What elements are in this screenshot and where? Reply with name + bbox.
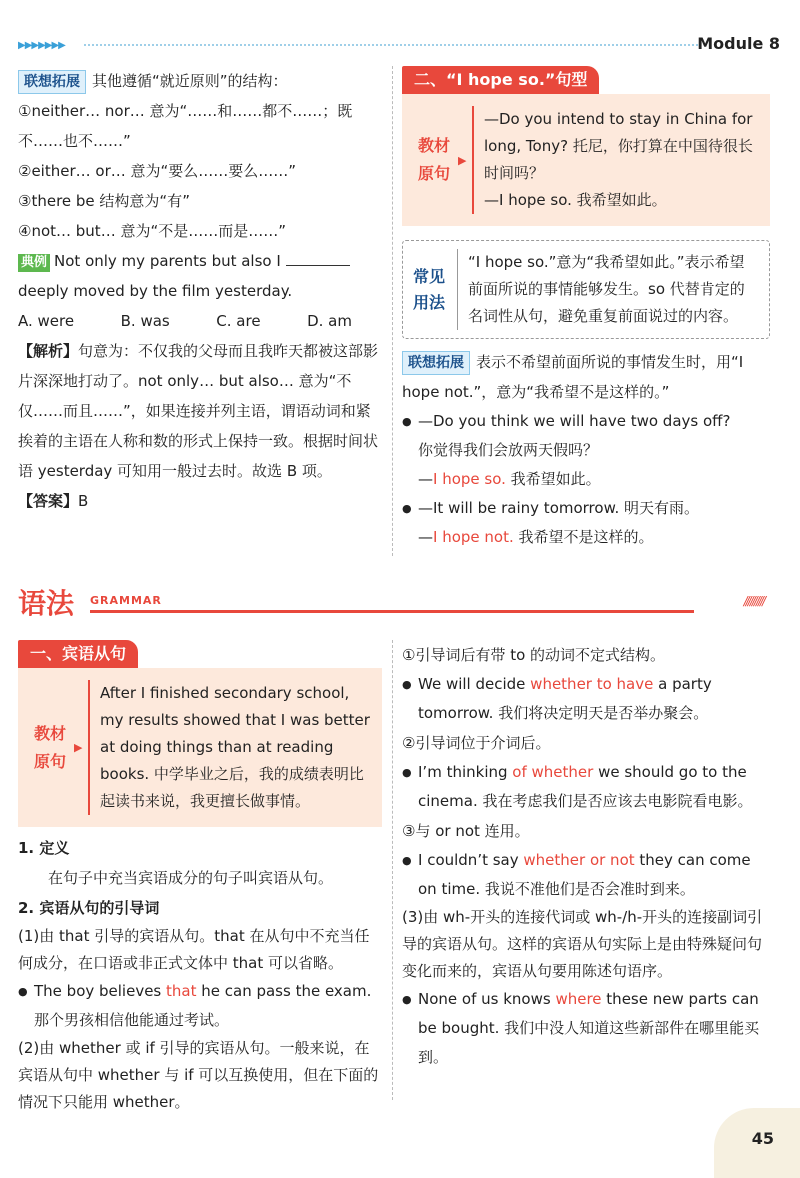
left-column-bottom (18, 640, 382, 1116)
rule-2-example: ● I’m thinking of whether we should go to the cinema. 我在考虑我们是否应该去电影院看电影。 (402, 758, 770, 816)
whether-rule: (2)由 whether 或 if 引导的宾语从句。一般来说，在宾语从句中 whether 与 if 可以互换使用，但在下面的情况下只能用 whether。 (18, 1039, 379, 1111)
triangle-arrow-icon: ▶ (458, 153, 467, 167)
example-1-answer: —I hope so. 我希望如此。 (418, 470, 601, 488)
analysis-text: 句意为：不仅我的父母而且我昨天都被这部影片深深地打动了。not only… but also… 意为“不仅……而且……”，如果连接并列主语，谓语动词和紧挨着的主语在人称和数的形式上保持一致。根据时间状语 yesterday 可知用一般过去时。故选 B 项。 (18, 342, 379, 480)
extension-intro: 其他遵循“就近原则”的结构： (92, 72, 288, 90)
example-1-question: ● —Do you think we will have two days off? (402, 407, 770, 436)
module-label: Module 8 (697, 34, 780, 53)
textbook-sentence-2: After I finished secondary school, my results showed that I was better at doing things than at reading books. 中学毕业之后，我的成绩表明比起读书来说，我更擅长做事情。 (88, 680, 370, 815)
rule-1-example: ● We will decide whether to have a party tomorrow. 我们将决定明天是否举办聚会。 (402, 670, 770, 728)
grammar-subtitle: GRAMMAR (90, 594, 162, 607)
rule-1: ①neither… nor… 意为“……和……都不……；既不……也不……” (18, 102, 353, 150)
grammar-title: 语法 (18, 587, 75, 620)
textbook-sentence-box-2 (18, 668, 382, 827)
right-column-bottom (402, 640, 770, 1072)
column-divider (392, 66, 393, 556)
lead-words-title: 2. 宾语从句的引导词 (18, 899, 160, 917)
answer-blank (286, 265, 350, 266)
grammar-rule-line (90, 610, 694, 613)
arrow-decoration-icon: ▶▶▶▶▶▶▶ (18, 40, 65, 51)
rule-to-infinitive: ①引导词后有带 to 的动词不定式结构。 (402, 646, 666, 664)
example-sentence-a: Not only my parents but also I (54, 252, 281, 270)
analysis-label: 【解析】 (18, 342, 79, 360)
left-column-top (18, 66, 382, 516)
example-tag: 典例 (18, 254, 50, 272)
triangle-arrow-icon: ▶ (74, 741, 83, 754)
definition-text: 在句子中充当宾语成分的句子叫宾语从句。 (48, 869, 334, 887)
example-2-question: ● —It will be rainy tomorrow. 明天有雨。 (402, 494, 770, 523)
example-sentence-b: deeply moved by the film yesterday. (18, 282, 293, 300)
answer-value: B (78, 492, 89, 510)
right-column-top (402, 66, 770, 552)
rule-or-not: ③与 or not 连用。 (402, 822, 530, 840)
option-c: C. are (216, 312, 261, 330)
usage-box (402, 240, 770, 339)
answer-label: 【答案】 (18, 492, 79, 510)
extension-tag: 联想拓展 (18, 70, 86, 94)
rule-4: ④not… but… 意为“不是……而是……” (18, 222, 287, 240)
rule-3: ③there be 结构意为“有” (18, 192, 190, 210)
that-example-cn: 那个男孩相信他能通过考试。 (34, 1011, 230, 1029)
usage-label: 常见 用法 (413, 266, 446, 312)
textbook-sentence-box (402, 94, 770, 226)
textbook-label: 教材 原句 (417, 136, 450, 183)
section-title-object-clause: 一、宾语从句 (18, 640, 138, 668)
textbook-sentence: —Do you intend to stay in China for long, Tony? 托尼，你打算在中国待很长时间吗？ —I hope so. 我希望如此。 (472, 106, 758, 214)
page-number: 45 (751, 1129, 774, 1148)
extension-tag-2: 联想拓展 (402, 351, 470, 375)
extension-text: 表示不希望前面所说的事情发生时，用“I hope not.”，意为“我希望不是这样的。” (402, 353, 744, 401)
that-example: ● The boy believes that he can pass the exam. (18, 977, 382, 1006)
option-a: A. were (18, 312, 75, 330)
option-d: D. am (307, 312, 352, 330)
that-rule: (1)由 that 引导的宾语从句。that 在从句中不充当任何成分，在口语或非正式文体中 that 可以省略。 (18, 927, 370, 972)
header-dotted-line (84, 44, 698, 46)
wh-example: ● None of us knows where these new parts can be bought. 我们中没人知道这些新部件在哪里能买到。 (402, 985, 770, 1072)
options (18, 306, 382, 336)
textbook-label-2: 教材 原句 (33, 723, 66, 771)
example-1-question-cn: 你觉得我们会放两天假吗？ (418, 441, 599, 459)
hatch-decoration-icon: ////////// (743, 594, 764, 608)
rule-after-preposition: ②引导词位于介词后。 (402, 734, 551, 752)
usage-text: “I hope so.”意为“我希望如此。”表示希望前面所说的事情能够发生。so 代替肯定的名词性从句，避免重复前面说过的内容。 (457, 249, 759, 330)
page-header (18, 34, 788, 56)
wh-rule: (3)由 wh-开头的连接代词或 wh-/h-开头的连接副词引导的宾语从句。这样的宾语从句实际上是由特殊疑问句变化而来的，宾语从句要用陈述句语序。 (402, 908, 763, 980)
section-title-hope-so: 二、“I hope so.”句型 (402, 66, 599, 94)
option-b: B. was (120, 312, 170, 330)
example-2-answer: —I hope not. 我希望不是这样的。 (418, 528, 654, 546)
rule-2: ②either… or… 意为“要么……要么……” (18, 162, 297, 180)
column-divider-2 (392, 640, 393, 1100)
grammar-section-header (18, 582, 764, 626)
definition-title: 1. 定义 (18, 839, 70, 857)
rule-3-example: ● I couldn’t say whether or not they can come on time. 我说不准他们是否会准时到来。 (402, 846, 770, 904)
